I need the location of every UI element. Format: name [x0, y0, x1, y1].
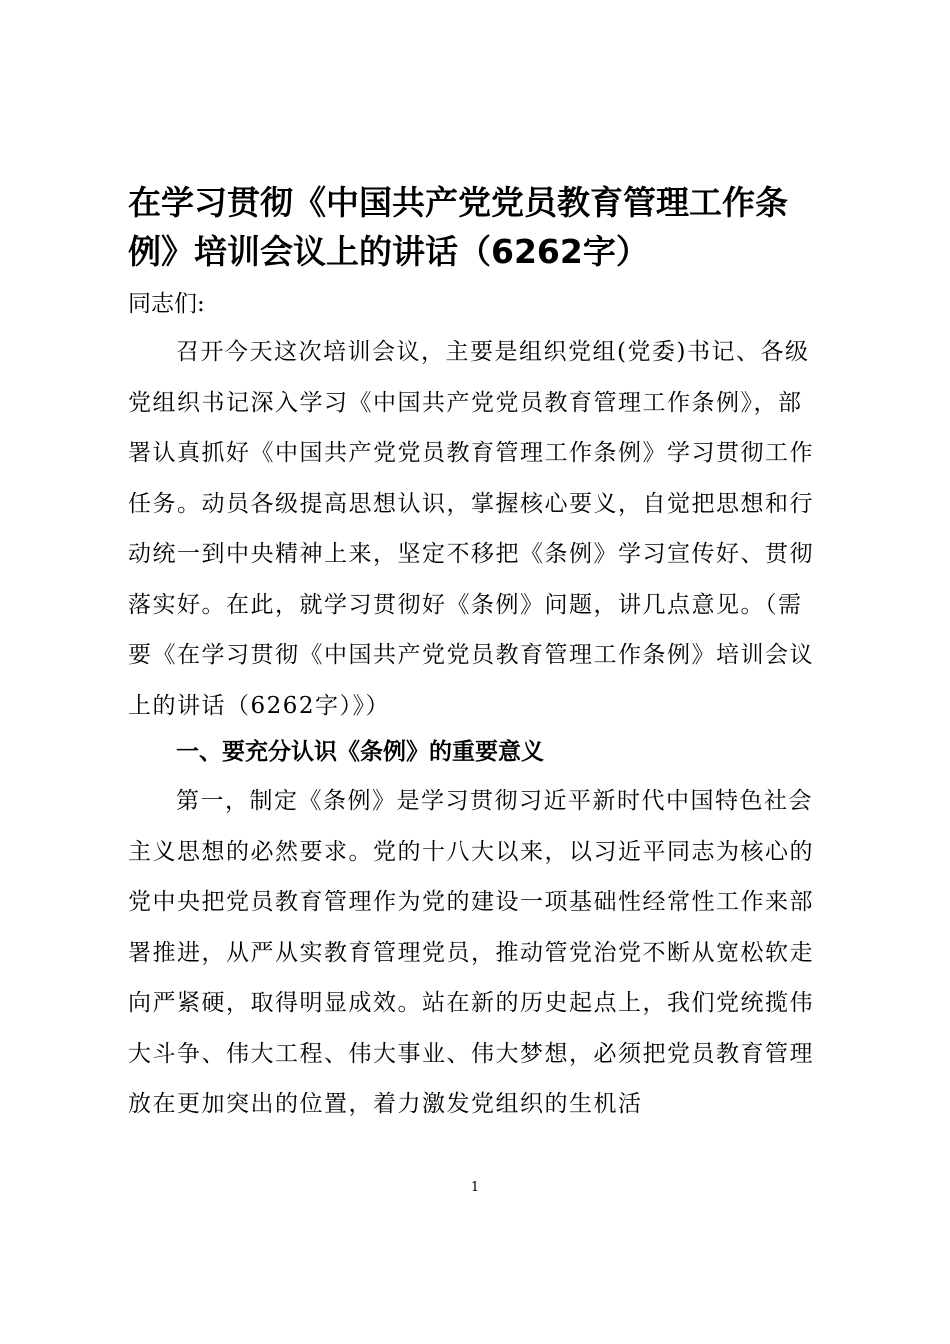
- paragraph-opening: 召开今天这次培训会议，主要是组织党组(党委)书记、各级党组织书记深入学习《中国共产党党员教育管理工作条例》，部署认真抓好《中国共产党党员教育管理工作条例》学习贯彻工作任务。动员各级提高思想认识，掌握核心要义，自觉把思想和行动统一到中央精神上来，坚定不移把《条例》学习宣传好、贯彻落实好。在此，就学习贯彻好《条例》问题，讲几点意见。（需要《在学习贯彻《中国共产党党员教育管理工作条例》培训会议上的讲话（6262字）》）: [128, 339, 814, 719]
- salutation: 同志们:: [128, 291, 205, 317]
- page-number: 1: [470, 1180, 480, 1195]
- paragraph-first-point: 第一，制定《条例》是学习贯彻习近平新时代中国特色社会主义思想的必然要求。党的十八大以来，以习近平同志为核心的党中央把党员教育管理作为党的建设一项基础性经常性工作来部署推进，从严从实教育管理党员，推动管党治党不断从宽松软走向严紧硬，取得明显成效。站在新的历史起点上，我们党统揽伟大斗争、伟大工程、伟大事业、伟大梦想，必须把党员教育管理放在更加突出的位置，着力激发党组织的生机活: [128, 788, 814, 1117]
- section-heading: 一、要充分认识《条例》的重要意义: [176, 739, 544, 765]
- document-title: 在学习贯彻《中国共产党党员教育管理工作条例》培训会议上的讲话（6262字）: [128, 183, 788, 271]
